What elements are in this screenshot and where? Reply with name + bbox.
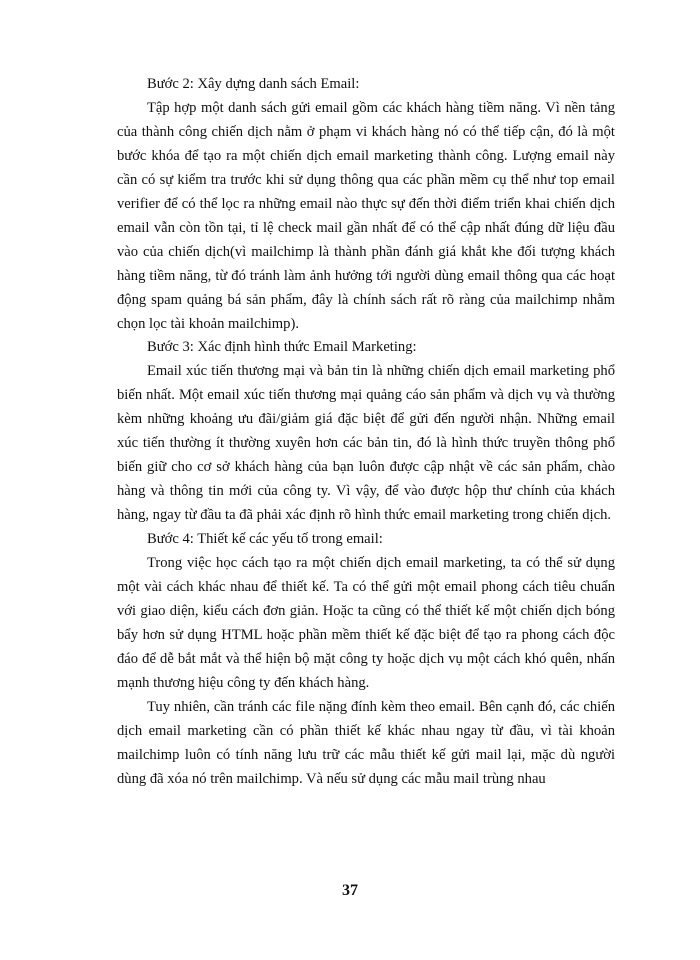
step-3-heading: Bước 3: Xác định hình thức Email Marketing: (147, 339, 417, 356)
step-4-paragraph-1: Trong việc học cách tạo ra một chiến dịch email marketing, ta có thể sử dụng một vài cách khác nhau để thiết kế. Ta có thể gửi một email phong cách tiêu chuẩn với giao diện, kiểu cách đơn giản. Hoặc ta cũng có thể thiết kế một chiến dịch bóng bẩy hơn sử dụng HTML hoặc phần mềm thiết kế đặc biệt để tạo ra phong cách độc đáo để dễ bắt mắt và thể hiện bộ mặt công ty hoặc dịch vụ một cách khó quên, nhấn mạnh thương hiệu công ty đến khách hàng. (117, 555, 615, 691)
step-4-paragraph-2: Tuy nhiên, cần tránh các file nặng đính kèm theo email. Bên cạnh đó, các chiến dịch email marketing cần có phần thiết kế khác nhau ngay từ đầu, vì tài khoản mailchimp luôn có tính năng lưu trữ các mẫu thiết kế gửi mail lại, mặc dù người dùng đã xóa nó trên mailchimp. Và nếu sử dụng các mẫu mail trùng nhau (117, 698, 615, 787)
step-2-paragraph: Tập hợp một danh sách gửi email gồm các khách hàng tiềm năng. Vì nền tảng của thành công chiến dịch nằm ở phạm vi khách hàng nó có thể tiếp cận, đó là một bước khóa để tạo ra một chiến dịch email marketing thành công. Lượng email này cần có sự kiểm tra trước khi sử dụng thông qua các phần mềm cụ thể như top email verifier để có thể lọc ra những email nào thực sự đến thời điểm triển khai chiến dịch email vẫn còn tồn tại, tỉ lệ check mail gần nhất để có thể cập nhất đúng dữ liệu đầu vào của chiến dịch(vì mailchimp là thành phần đánh giá khắt khe đối tượng khách hàng tiềm năng, từ đó tránh làm ảnh hưởng tới người dùng email thông qua các hoạt động spam quảng bá sản phẩm, đây là chính sách rất rõ ràng của mailchimp nhằm chọn lọc tài khoản mailchimp). (117, 99, 615, 332)
document-page (117, 73, 615, 792)
step-4-heading: Bước 4: Thiết kế các yếu tố trong email: (147, 531, 383, 548)
step-2-heading: Bước 2: Xây dựng danh sách Email: (147, 76, 360, 92)
step-3-paragraph: Email xúc tiến thương mại và bản tin là những chiến dịch email marketing phổ biến nhất. Một email xúc tiến thương mại quảng cáo sản phẩm và dịch vụ và thường kèm những khoảng ưu đãi/giảm giá đặc biệt để gửi đến người nhận. Những email xúc tiến thường ít thường xuyên hơn các bản tin, đó là hình thức truyền thông phổ biến giữ cho cơ sở khách hàng của bạn luôn được cập nhật về các sản phẩm, chào hàng và thông tin mới của công ty. Vì vậy, để vào được hộp thư chính của khách hàng, ngay từ đầu ta đã phải xác định rõ hình thức email marketing trong chiến dịch. (117, 363, 615, 524)
page-number: 37 (342, 882, 358, 899)
